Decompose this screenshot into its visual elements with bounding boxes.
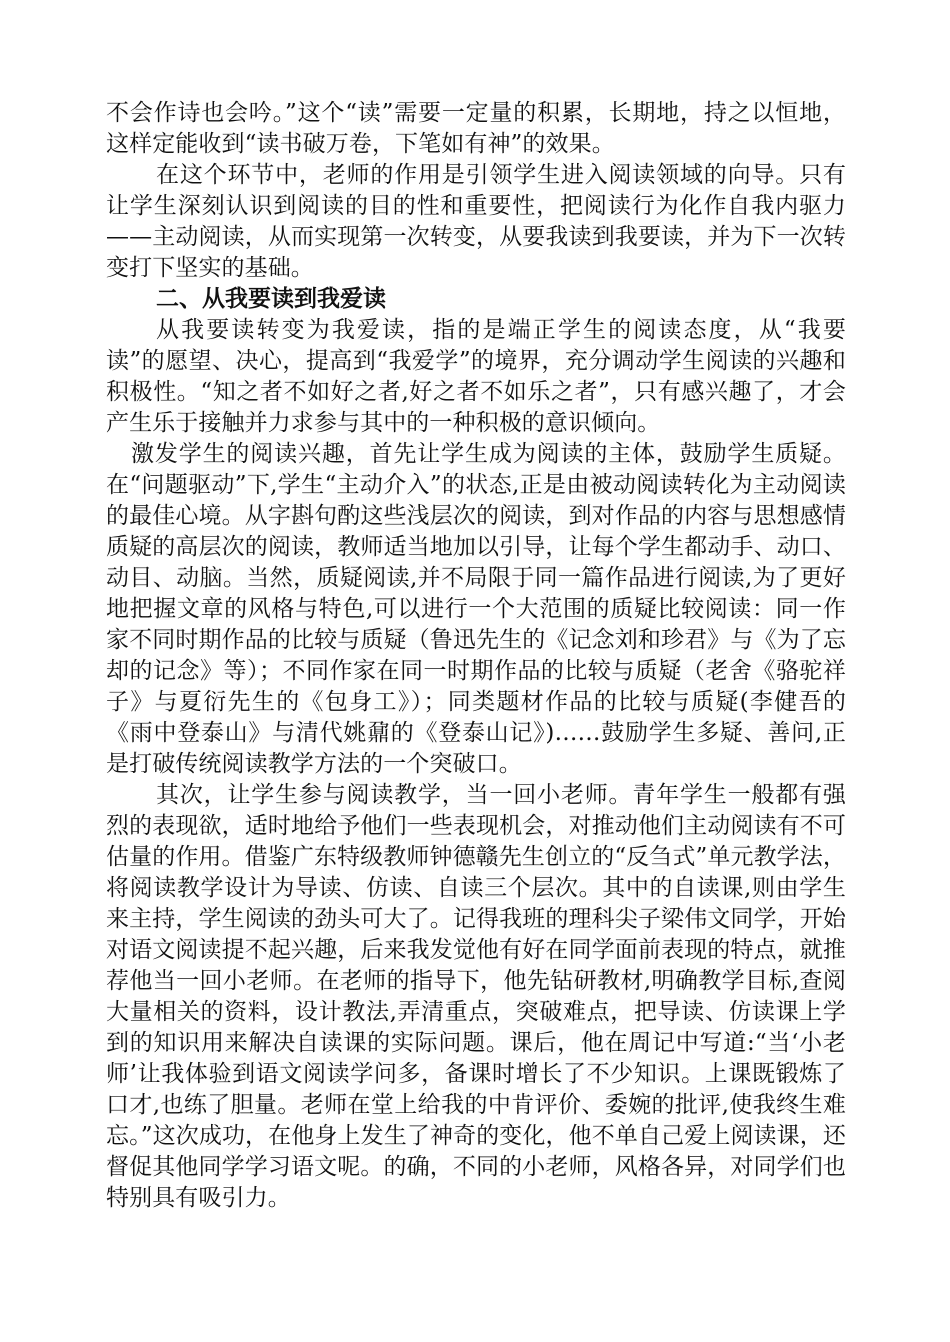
paragraph-guide-role: 在这个环节中，老师的作用是引领学生进入阅读领域的向导。只有让学生深刻认识到阅读的目的性和重要性，把阅读行为化作自我内驱力——主动阅读，从而实现第一次转变，从要我读到我要读，并为下一次转变打下坚实的基础。 bbox=[106, 162, 846, 281]
paragraph-reading-attitude: 从我要读转变为我爱读，指的是端正学生的阅读态度，从“我要读”的愿望、决心，提高到“我爱学”的境界，充分调动学生阅读的兴趣和积极性。“知之者不如好之者,好之者不如乐之者”，只有感兴趣了，才会产生乐于接触并力求参与其中的一种积极的意识倾向。 bbox=[106, 317, 846, 436]
paragraph-continuation: 不会作诗也会吟。”这个“读”需要一定量的积累，长期地，持之以恒地，这样定能收到“读书破万卷，下笔如有神”的效果。 bbox=[106, 100, 846, 157]
document-page bbox=[106, 98, 846, 1214]
paragraph-little-teacher: 其次，让学生参与阅读教学，当一回小老师。青年学生一般都有强烈的表现欲，适时地给予他们一些表现机会，对推动他们主动阅读有不可估量的作用。借鉴广东特级教师钟德赣先生创立的“反刍式”单元教学法，将阅读教学设计为导读、仿读、自读三个层次。其中的自读课,则由学生来主持，学生阅读的劲头可大了。记得我班的理科尖子梁伟文同学，开始对语文阅读提不起兴趣，后来我发觉他有好在同学面前表现的特点，就推荐他当一回小老师。在老师的指导下，他先钻研教材,明确教学目标,查阅大量相关的资料，设计教法,弄清重点，突破难点，把导读、仿读课上学到的知识用来解决自读课的实际问题。课后，他在周记中写道:“当‘小老师’让我体验到语文阅读学问多，备课时增长了不少知识。上课既锻炼了口才,也练了胆量。老师在堂上给我的中肯评价、委婉的批评,使我终生难忘。”这次成功，在他身上发生了神奇的变化，他不单自己爱上阅读课，还督促其他同学学习语文呢。的确，不同的小老师，风格各异，对同学们也特别具有吸引力。 bbox=[106, 782, 846, 1211]
paragraph-reading-interest: 激发学生的阅读兴趣，首先让学生成为阅读的主体，鼓励学生质疑。在“问题驱动”下,学生“主动介入”的状态,正是由被动阅读转化为主动阅读的最佳心境。从字斟句酌这些浅层次的阅读，到对作品的内容与思想感情质疑的高层次的阅读，教师适当地加以引导，让每个学生都动手、动口、动目、动脑。当然，质疑阅读,并不局限于同一篇作品进行阅读,为了更好地把握文章的风格与特色,可以进行一个大范围的质疑比较阅读：同一作家不同时期作品的比较与质疑（鲁迅先生的《记念刘和珍君》与《为了忘却的记念》等）；不同作家在同一时期作品的比较与质疑（老舍《骆驼祥子》与夏衍先生的《包身工》）；同类题材作品的比较与质疑(李健吾的《雨中登泰山》与清代姚鼐的《登泰山记》)……鼓励学生多疑、善问,正是打破传统阅读教学方法的一个突破口。 bbox=[106, 441, 846, 777]
section-heading: 二、从我要读到我爱读 bbox=[156, 286, 386, 312]
